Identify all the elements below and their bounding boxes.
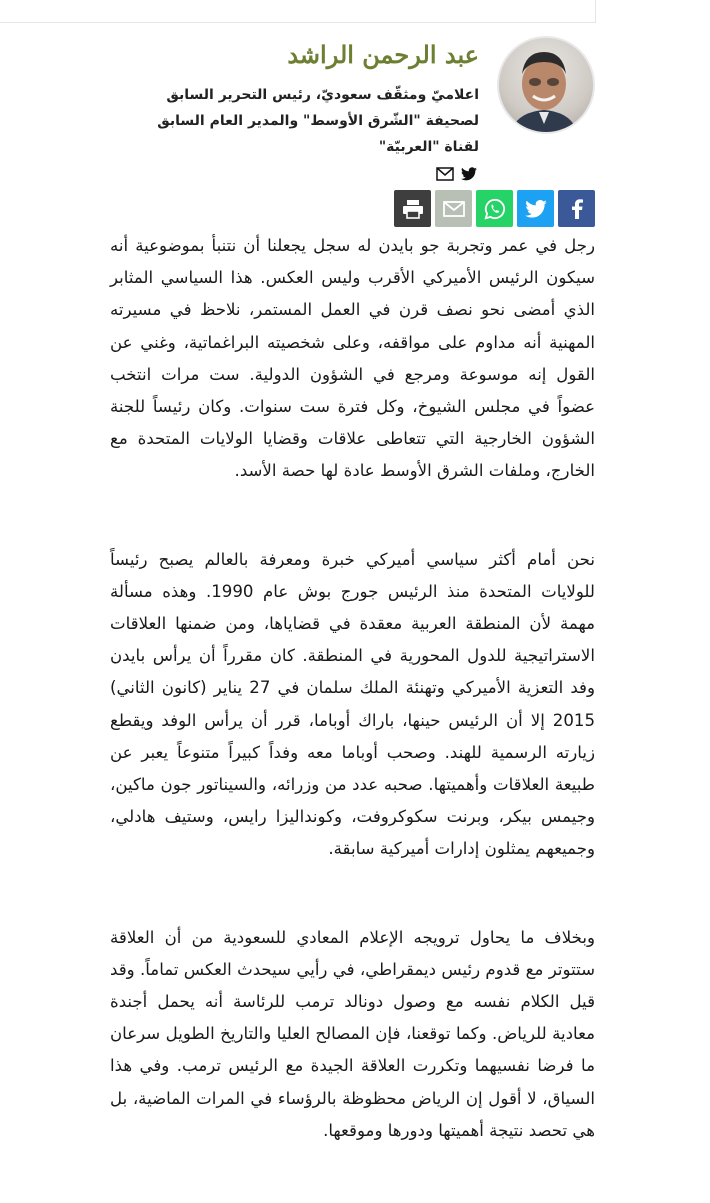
- share-bar: [394, 190, 595, 227]
- author-name[interactable]: عبد الرحمن الراشد: [287, 40, 479, 69]
- article-paragraph-3: وبخلاف ما يحاول ترويجه الإعلام المعادي للسعودية من أن العلاقة ستتوتر مع قدوم رئيس ديمقراطي، في رأيي سيحدث العكس تماماً. وقد قيل الكلام نفسه مع وصول دونالد ترمب للرئاسة أنه يحمل أجندة معادية للرياض. وكما توقعنا، فإن المصالح العليا والتاريخ الطويل سرعان ما فرضا نفسيهما وتكررت العلاقة الجيدة مع الرئيس ترمب. وفي هذا السياق، لا أقول إن الرياض محظوظة بالرؤساء في المرات الماضية، بل هي تحصد نتيجة أهميتها ودورها وموقعها.: [110, 927, 595, 1140]
- print-icon: [402, 199, 424, 219]
- mail-icon: [443, 201, 465, 217]
- author-portrait-icon: [497, 38, 593, 134]
- whatsapp-share-button[interactable]: [476, 190, 513, 227]
- top-divider: [0, 0, 596, 23]
- author-avatar[interactable]: [497, 36, 595, 134]
- article-body: [110, 230, 595, 1203]
- author-bio: اعلاميّ ومثقّف سعوديّ، رئيس التحرير السابق لصحيفة "الشّرق الأوسط" والمدير العام السابق لقناة "العربيّة": [157, 87, 479, 155]
- mail-icon[interactable]: [435, 166, 455, 182]
- author-card: [115, 36, 595, 156]
- facebook-icon: [571, 199, 583, 219]
- author-info: [119, 36, 479, 182]
- article-paragraph-2: نحن أمام أكثر سياسي أميركي خبرة ومعرفة بالعالم يصبح رئيساً للولايات المتحدة منذ الرئيس جورج بوش عام 1990. وهذه مسألة مهمة لأن المنطقة العربية معقدة في قضاياها، ومن ضمنها العلاقات الاستراتيجية للدول المحورية في المنطقة. كان مقرراً أن يرأس بايدن وفد التعزية الأميركي وتهنئة الملك سلمان في 27 يناير (كانون الثاني) 2015 إلا أن الرئيس حينها، باراك أوباما، قرر أن يرأس الوفد ويقطع زيارته الرسمية للهند. وصحب أوباما معه وفداً كبيراً متنوعاً يعبر عن طبيعة العلاقات وأهميتها. صحبه عدد من وزرائه، والسيناتور جون ماكين، وجيمس بيكر، وبرنت سكوكروفت، وكونداليزا رايس، وستيف هادلي، وجميعهم يمثلون إدارات أميركية سابقة.: [110, 549, 595, 859]
- whatsapp-icon: [484, 198, 506, 220]
- twitter-share-button[interactable]: [517, 190, 554, 227]
- twitter-icon: [525, 200, 547, 218]
- article-paragraph-1: رجل في عمر وتجربة جو بايدن له سجل يجعلنا أن نتنبأ بموضوعية أنه سيكون الرئيس الأميركي الأقرب وليس العكس. هذا السياسي المثابر الذي أمضى نحو نصف قرن في العمل المستمر، نلاحظ في مسيرته المهنية أنه مداوم على مواقفه، وعلى شخصيته البراغماتية، وغني عن القول إنه موسوعة ومرجع في الشؤون الدولية. ست مرات انتخب عضواً في مجلس الشيوخ، وكل فترة ست سنوات. وكان رئيساً للجنة الشؤون الخارجية التي تتعاطى علاقات وقضايا الولايات المتحدة مع الخارج، وملفات الشرق الأوسط عادة لها حصة الأسد.: [110, 236, 595, 481]
- print-button[interactable]: [394, 190, 431, 227]
- facebook-share-button[interactable]: [558, 190, 595, 227]
- email-share-button[interactable]: [435, 190, 472, 227]
- twitter-icon[interactable]: [459, 166, 479, 182]
- author-social-links: [119, 166, 479, 182]
